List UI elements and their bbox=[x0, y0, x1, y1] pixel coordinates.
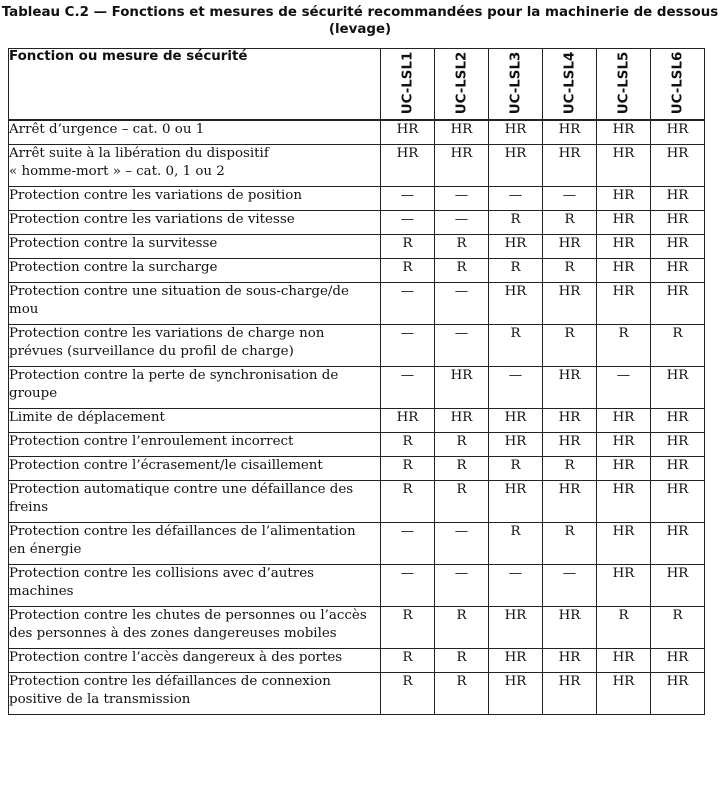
column-header-label: UC-LSL6 bbox=[670, 51, 685, 115]
recommendation-cell: R bbox=[381, 649, 435, 673]
table-row bbox=[9, 433, 705, 457]
table-row bbox=[9, 259, 705, 283]
function-text-line: Protection contre l’enroulement incorrect bbox=[9, 434, 294, 449]
recommendation-cell: HR bbox=[651, 211, 705, 235]
recommendation-cell: HR bbox=[543, 283, 597, 325]
table-row bbox=[9, 211, 705, 235]
column-header-label: UC-LSL2 bbox=[454, 51, 469, 115]
recommendation-cell: HR bbox=[597, 235, 651, 259]
recommendation-cell: R bbox=[435, 433, 489, 457]
recommendation-cell: R bbox=[381, 481, 435, 523]
recommendation-cell: HR bbox=[381, 145, 435, 187]
recommendation-cell: — bbox=[597, 367, 651, 409]
recommendation-cell: HR bbox=[597, 120, 651, 145]
recommendation-cell: R bbox=[543, 325, 597, 367]
recommendation-cell: R bbox=[381, 673, 435, 715]
recommendation-cell: R bbox=[489, 523, 543, 565]
recommendation-cell: HR bbox=[489, 481, 543, 523]
recommendation-cell: R bbox=[543, 523, 597, 565]
recommendation-cell: R bbox=[597, 607, 651, 649]
recommendation-cell: HR bbox=[651, 523, 705, 565]
function-text-line: Protection contre les variations de vitesse bbox=[9, 212, 295, 227]
table-row bbox=[9, 235, 705, 259]
column-header-label: UC-LSL4 bbox=[562, 51, 577, 115]
recommendation-cell: HR bbox=[651, 649, 705, 673]
recommendation-cell: — bbox=[381, 367, 435, 409]
function-column-header: Fonction ou mesure de sécurité bbox=[9, 49, 381, 121]
recommendation-cell: HR bbox=[651, 259, 705, 283]
recommendation-cell: HR bbox=[597, 211, 651, 235]
recommendation-cell: HR bbox=[489, 607, 543, 649]
recommendation-cell: — bbox=[435, 211, 489, 235]
recommendation-cell: HR bbox=[435, 409, 489, 433]
function-cell bbox=[9, 433, 381, 457]
column-header-uc-lsl1 bbox=[381, 49, 435, 121]
function-text-line: Protection automatique contre une défaillance des bbox=[9, 482, 354, 497]
recommendation-cell: HR bbox=[489, 673, 543, 715]
recommendation-cell: HR bbox=[651, 481, 705, 523]
recommendation-cell: — bbox=[435, 523, 489, 565]
recommendation-cell: R bbox=[543, 259, 597, 283]
recommendation-cell: HR bbox=[597, 457, 651, 481]
recommendation-cell: HR bbox=[597, 481, 651, 523]
function-text-line: des personnes à des zones dangereuses mobiles bbox=[9, 626, 337, 641]
recommendation-cell: R bbox=[381, 235, 435, 259]
recommendation-cell: — bbox=[381, 565, 435, 607]
recommendation-cell: HR bbox=[435, 145, 489, 187]
recommendation-cell: R bbox=[435, 457, 489, 481]
recommendation-cell: — bbox=[435, 283, 489, 325]
column-header-uc-lsl2 bbox=[435, 49, 489, 121]
recommendation-cell: HR bbox=[489, 409, 543, 433]
recommendation-cell: HR bbox=[651, 565, 705, 607]
recommendation-cell: R bbox=[435, 259, 489, 283]
recommendation-cell: HR bbox=[381, 409, 435, 433]
column-header-uc-lsl6 bbox=[651, 49, 705, 121]
function-text-line: mou bbox=[9, 302, 39, 317]
function-text-line: Limite de déplacement bbox=[9, 410, 165, 425]
recommendation-cell: — bbox=[435, 187, 489, 211]
column-header-label: UC-LSL1 bbox=[400, 51, 415, 115]
table-row bbox=[9, 367, 705, 409]
recommendation-cell: R bbox=[489, 325, 543, 367]
recommendation-cell: — bbox=[381, 211, 435, 235]
recommendation-cell: HR bbox=[543, 607, 597, 649]
recommendation-cell: HR bbox=[489, 433, 543, 457]
recommendation-cell: HR bbox=[543, 433, 597, 457]
caption-line-2: (levage) bbox=[328, 22, 392, 37]
function-cell bbox=[9, 259, 381, 283]
recommendation-cell: HR bbox=[597, 673, 651, 715]
recommendation-cell: R bbox=[435, 481, 489, 523]
recommendation-cell: HR bbox=[597, 523, 651, 565]
recommendation-cell: HR bbox=[597, 565, 651, 607]
recommendation-cell: HR bbox=[597, 433, 651, 457]
recommendation-cell: HR bbox=[597, 187, 651, 211]
function-cell bbox=[9, 607, 381, 649]
recommendation-cell: HR bbox=[543, 145, 597, 187]
recommendation-cell: — bbox=[435, 325, 489, 367]
table-row bbox=[9, 523, 705, 565]
recommendation-cell: HR bbox=[435, 120, 489, 145]
function-text-line: Protection contre les défaillances de connexion bbox=[9, 674, 331, 689]
function-text-line: Protection contre une situation de sous-charge/de bbox=[9, 284, 349, 299]
recommendation-cell: R bbox=[381, 607, 435, 649]
function-cell bbox=[9, 325, 381, 367]
table-body bbox=[9, 120, 705, 715]
function-cell bbox=[9, 235, 381, 259]
recommendation-cell: — bbox=[489, 187, 543, 211]
recommendation-cell: HR bbox=[543, 367, 597, 409]
recommendation-cell: R bbox=[651, 607, 705, 649]
recommendation-cell: HR bbox=[651, 433, 705, 457]
table-row bbox=[9, 457, 705, 481]
recommendation-cell: HR bbox=[489, 283, 543, 325]
function-text-line: Protection contre les défaillances de l’alimentation bbox=[9, 524, 356, 539]
recommendation-cell: HR bbox=[489, 120, 543, 145]
column-header-uc-lsl5 bbox=[597, 49, 651, 121]
recommendation-cell: — bbox=[381, 325, 435, 367]
recommendation-cell: HR bbox=[651, 283, 705, 325]
recommendation-cell: HR bbox=[651, 367, 705, 409]
recommendation-cell: HR bbox=[489, 649, 543, 673]
function-cell bbox=[9, 211, 381, 235]
function-text-line: Protection contre les variations de charge non bbox=[9, 326, 325, 341]
function-cell bbox=[9, 283, 381, 325]
function-text-line: Protection contre l’accès dangereux à des portes bbox=[9, 650, 343, 665]
recommendation-cell: — bbox=[381, 187, 435, 211]
recommendation-cell: HR bbox=[651, 673, 705, 715]
table-row bbox=[9, 649, 705, 673]
function-cell bbox=[9, 187, 381, 211]
table-header-row bbox=[9, 49, 705, 121]
column-header-label: UC-LSL5 bbox=[616, 51, 631, 115]
recommendation-cell: HR bbox=[435, 367, 489, 409]
recommendation-cell: R bbox=[435, 235, 489, 259]
table-row bbox=[9, 409, 705, 433]
function-cell bbox=[9, 367, 381, 409]
function-text-line: en énergie bbox=[9, 542, 82, 557]
recommendation-cell: R bbox=[435, 649, 489, 673]
function-cell bbox=[9, 481, 381, 523]
recommendation-cell: R bbox=[651, 325, 705, 367]
function-cell bbox=[9, 457, 381, 481]
table-row bbox=[9, 145, 705, 187]
recommendation-cell: HR bbox=[651, 145, 705, 187]
function-text-line: prévues (surveillance du profil de charge) bbox=[9, 344, 294, 359]
recommendation-cell: — bbox=[381, 283, 435, 325]
recommendation-cell: HR bbox=[597, 409, 651, 433]
recommendation-cell: — bbox=[381, 523, 435, 565]
table-row bbox=[9, 120, 705, 145]
recommendation-cell: — bbox=[543, 187, 597, 211]
recommendation-cell: HR bbox=[651, 409, 705, 433]
function-cell bbox=[9, 673, 381, 715]
function-cell bbox=[9, 409, 381, 433]
recommendation-cell: HR bbox=[597, 283, 651, 325]
recommendation-cell: R bbox=[489, 457, 543, 481]
function-cell bbox=[9, 649, 381, 673]
function-text-line: Arrêt d’urgence – cat. 0 ou 1 bbox=[9, 122, 205, 137]
function-text-line: Protection contre la surcharge bbox=[9, 260, 218, 275]
safety-functions-table bbox=[8, 48, 705, 715]
recommendation-cell: HR bbox=[543, 649, 597, 673]
function-text-line: Protection contre l’écrasement/le cisaillement bbox=[9, 458, 323, 473]
recommendation-cell: R bbox=[489, 259, 543, 283]
recommendation-cell: HR bbox=[489, 145, 543, 187]
recommendation-cell: HR bbox=[543, 409, 597, 433]
function-cell bbox=[9, 565, 381, 607]
recommendation-cell: R bbox=[381, 433, 435, 457]
function-cell bbox=[9, 145, 381, 187]
recommendation-cell: HR bbox=[651, 235, 705, 259]
function-text-line: Protection contre les collisions avec d’autres bbox=[9, 566, 314, 581]
recommendation-cell: HR bbox=[543, 120, 597, 145]
recommendation-cell: — bbox=[543, 565, 597, 607]
function-text-line: « homme-mort » – cat. 0, 1 ou 2 bbox=[9, 164, 225, 179]
recommendation-cell: R bbox=[381, 457, 435, 481]
function-text-line: Protection contre les chutes de personnes ou l’accès bbox=[9, 608, 367, 623]
recommendation-cell: HR bbox=[543, 481, 597, 523]
function-text-line: machines bbox=[9, 584, 74, 599]
table-row bbox=[9, 187, 705, 211]
recommendation-cell: HR bbox=[381, 120, 435, 145]
recommendation-cell: R bbox=[381, 259, 435, 283]
table-row bbox=[9, 283, 705, 325]
recommendation-cell: R bbox=[435, 673, 489, 715]
function-text-line: freins bbox=[9, 500, 49, 515]
table-caption bbox=[0, 4, 720, 38]
recommendation-cell: R bbox=[543, 457, 597, 481]
column-header-label: UC-LSL3 bbox=[508, 51, 523, 115]
function-text-line: Protection contre la survitesse bbox=[9, 236, 218, 251]
function-text-line: positive de la transmission bbox=[9, 692, 191, 707]
recommendation-cell: R bbox=[543, 211, 597, 235]
function-cell bbox=[9, 523, 381, 565]
recommendation-cell: R bbox=[435, 607, 489, 649]
table-row bbox=[9, 673, 705, 715]
table-row bbox=[9, 607, 705, 649]
recommendation-cell: — bbox=[489, 367, 543, 409]
recommendation-cell: HR bbox=[489, 235, 543, 259]
function-text-line: Protection contre les variations de position bbox=[9, 188, 302, 203]
recommendation-cell: HR bbox=[543, 235, 597, 259]
recommendation-cell: HR bbox=[543, 673, 597, 715]
function-text-line: Protection contre la perte de synchronisation de bbox=[9, 368, 339, 383]
recommendation-cell: HR bbox=[651, 120, 705, 145]
column-header-uc-lsl4 bbox=[543, 49, 597, 121]
recommendation-cell: R bbox=[597, 325, 651, 367]
column-header-uc-lsl3 bbox=[489, 49, 543, 121]
recommendation-cell: HR bbox=[597, 145, 651, 187]
function-cell bbox=[9, 120, 381, 145]
function-text-line: groupe bbox=[9, 386, 58, 401]
table-row bbox=[9, 565, 705, 607]
table-row bbox=[9, 481, 705, 523]
function-text-line: Arrêt suite à la libération du dispositif bbox=[9, 146, 269, 161]
caption-line-1: Tableau C.2 — Fonctions et mesures de sécurité recommandées pour la machinerie de dessous bbox=[1, 5, 719, 20]
recommendation-cell: HR bbox=[597, 649, 651, 673]
table-row bbox=[9, 325, 705, 367]
recommendation-cell: HR bbox=[597, 259, 651, 283]
recommendation-cell: HR bbox=[651, 187, 705, 211]
recommendation-cell: — bbox=[489, 565, 543, 607]
recommendation-cell: R bbox=[489, 211, 543, 235]
recommendation-cell: HR bbox=[651, 457, 705, 481]
recommendation-cell: — bbox=[435, 565, 489, 607]
